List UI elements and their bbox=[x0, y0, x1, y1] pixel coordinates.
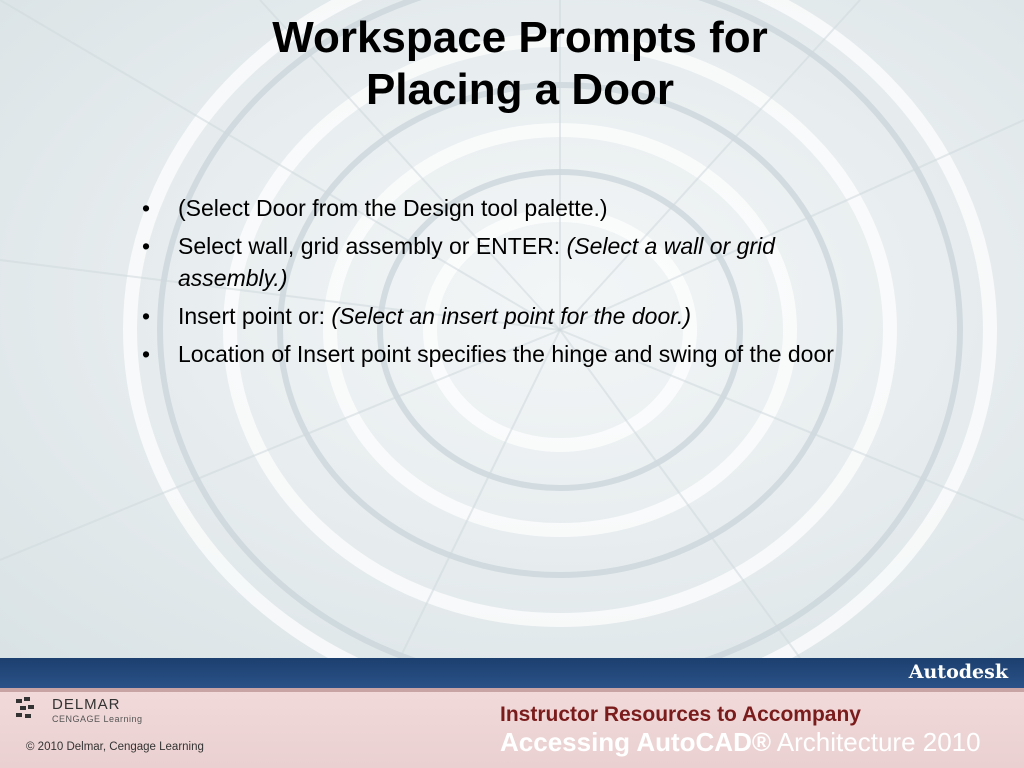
bullet-item bbox=[140, 192, 880, 224]
book-title bbox=[500, 727, 981, 758]
footer-publisher-bar bbox=[0, 688, 1024, 768]
bullet-marker: • bbox=[142, 303, 151, 329]
resource-title: Instructor Resources to Accompany bbox=[500, 703, 861, 726]
bullet-text: Select wall, grid assembly or ENTER: bbox=[178, 233, 567, 259]
bullet-marker: • bbox=[142, 195, 151, 221]
title-line-2: Placing a Door bbox=[365, 65, 675, 114]
copyright-notice: © 2010 Delmar, Cengage Learning bbox=[26, 741, 204, 753]
delmar-logo-icon bbox=[14, 696, 48, 722]
book-title-rest: Architecture 2010 bbox=[771, 727, 981, 757]
autodesk-logo: Autodesk bbox=[908, 661, 1008, 683]
bullet-text: (Select Door from the Design tool palette.) bbox=[178, 195, 608, 221]
footer-divider bbox=[0, 688, 1024, 692]
bullet-item bbox=[140, 338, 880, 370]
bullet-marker: • bbox=[142, 233, 151, 259]
slide-title bbox=[140, 12, 900, 116]
book-title-bold: Accessing AutoCAD® bbox=[500, 727, 772, 757]
bullet-list bbox=[140, 192, 880, 376]
title-line-1: Workspace Prompts for bbox=[272, 13, 768, 62]
bullet-item bbox=[140, 230, 880, 294]
bullet-item bbox=[140, 300, 880, 332]
publisher-subtitle: CENGAGE Learning bbox=[52, 714, 143, 724]
bullet-text: Location of Insert point specifies the hinge and swing of the door bbox=[178, 341, 834, 367]
publisher-name: DELMAR bbox=[52, 696, 121, 713]
bullet-italic-text: (Select a wall or grid assembly.) bbox=[178, 233, 775, 291]
bullet-italic-text: (Select an insert point for the door.) bbox=[331, 303, 692, 329]
bullet-text: Insert point or: bbox=[178, 303, 332, 329]
bullet-marker: • bbox=[142, 341, 151, 367]
footer-brand-bar bbox=[0, 658, 1024, 688]
